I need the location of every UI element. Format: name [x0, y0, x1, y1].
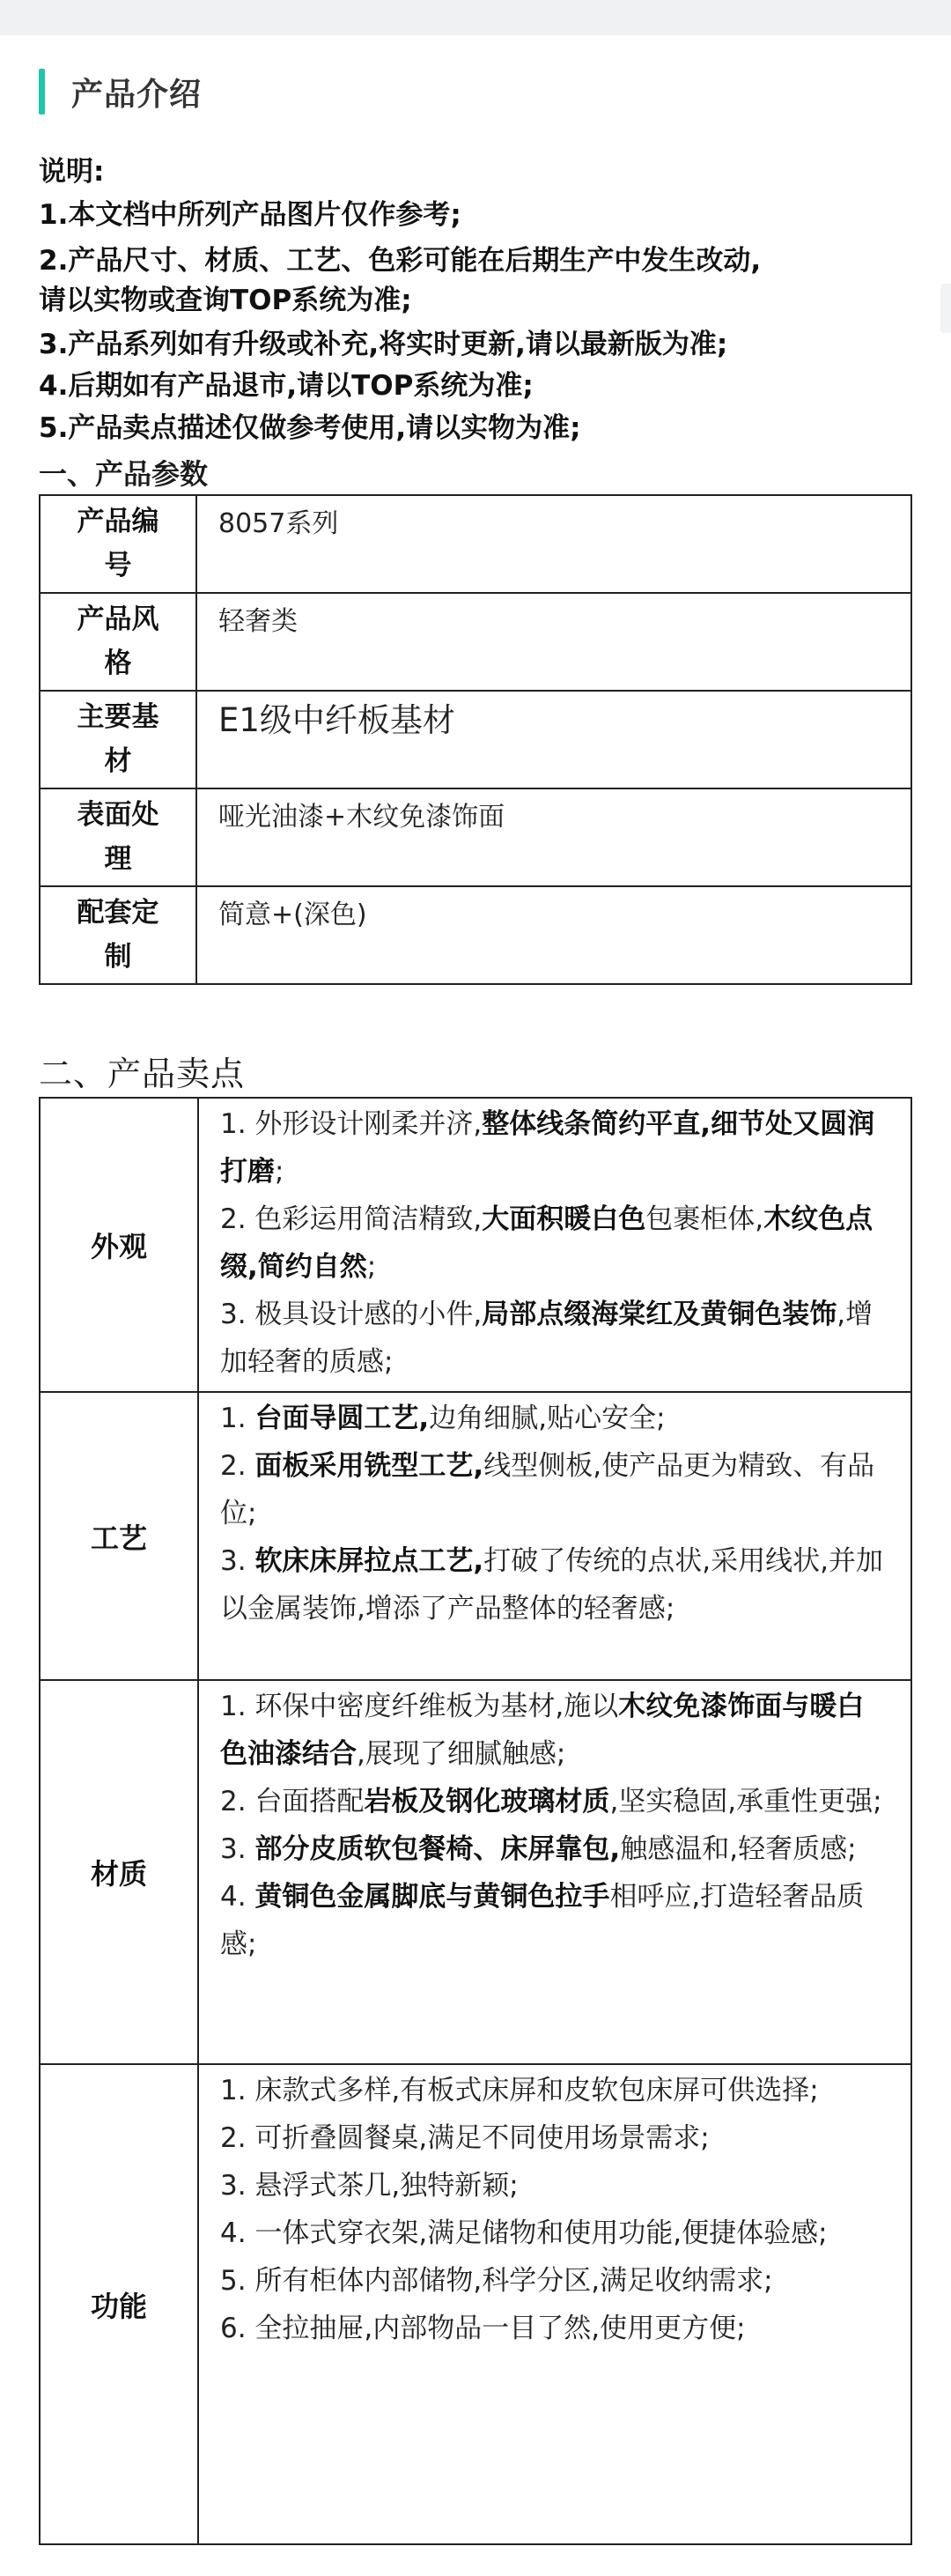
text-span: 打破了传统的点状,采用线状,并加以金属装饰,增添了产品整体的轻奢感; — [220, 1545, 883, 1625]
text-span: 2. 色彩运用简洁精致, — [220, 1203, 483, 1235]
list-item — [220, 1100, 891, 1195]
bold-span: 局部点缀海棠红及黄铜色装饰 — [482, 1299, 837, 1330]
text-span: 2. — [220, 1450, 255, 1482]
text-span: ; — [275, 1156, 284, 1188]
list-item — [220, 1537, 891, 1632]
param-label-line: 号 — [104, 550, 132, 581]
note-line: 1.本文档中所列产品图片仅作参考; — [39, 199, 461, 231]
note-line: 2.产品尺寸、材质、工艺、色彩可能在后期生产中发生改动, — [39, 245, 762, 277]
list-item — [220, 1825, 891, 1873]
text-span: 2. 台面搭配 — [220, 1786, 365, 1817]
row-label: 工艺 — [40, 1392, 198, 1680]
param-label-line: 主要基 — [77, 701, 159, 733]
bold-span: 软床床屏拉点工艺, — [254, 1545, 484, 1577]
list-item — [220, 1778, 891, 1825]
text-span: 1. 外形设计刚柔并济, — [220, 1108, 483, 1140]
text-span: ; — [366, 1251, 377, 1283]
param-value: 哑光油漆+木纹免漆饰面 — [196, 788, 911, 886]
text-span: 1. — [220, 1403, 255, 1434]
table-row — [40, 1098, 911, 1392]
table-row — [40, 691, 911, 788]
table-row — [40, 593, 911, 691]
param-label-line: 制 — [104, 941, 132, 973]
text-span: 3. 极具设计感的小件, — [220, 1299, 483, 1330]
param-label-line: 格 — [104, 648, 132, 679]
param-value: E1级中纤板基材 — [196, 691, 911, 788]
note-line: 5.产品卖点描述仅做参考使用,请以实物为准; — [39, 412, 581, 444]
list-item — [220, 1683, 891, 1778]
list-item — [220, 1873, 891, 1968]
list-item: 2. 可折叠圆餐桌,满足不同使用场景需求; — [220, 2122, 710, 2154]
row-content — [198, 2064, 911, 2544]
list-item — [220, 1395, 891, 1442]
top-bar — [0, 0, 951, 35]
row-content — [198, 1392, 911, 1680]
param-value: 轻奢类 — [196, 593, 911, 691]
param-value: 8057系列 — [196, 495, 911, 593]
notes-label: 说明: — [39, 156, 105, 188]
note-line: 3.产品系列如有升级或补充,将实时更新,请以最新版为准; — [39, 329, 728, 360]
param-label — [40, 593, 196, 691]
bold-span: 黄铜色金属脚底与黄铜色拉手 — [254, 1881, 610, 1913]
text-span: 1. 环保中密度纤维板为基材,施以 — [220, 1691, 619, 1722]
text-span: ,展现了细腻触感; — [357, 1738, 566, 1770]
row-label: 外观 — [40, 1098, 198, 1392]
param-label — [40, 495, 196, 593]
table-row — [40, 495, 911, 593]
selling-points-table — [39, 1097, 912, 2545]
param-value: 简意+(深色) — [196, 886, 911, 984]
text-span: 包裹柜体, — [645, 1203, 764, 1235]
list-item: 3. 悬浮式茶几,独特新颖; — [220, 2170, 519, 2202]
accent-bar — [39, 69, 45, 115]
section-header — [39, 69, 202, 115]
text-span: 线型侧板,使产品更为精致、有品位; — [220, 1450, 875, 1529]
list-item — [220, 1442, 891, 1537]
param-label-line: 产品编 — [77, 506, 159, 537]
bold-span: 台面导圆工艺, — [254, 1403, 430, 1434]
bold-span: 木纹色点缀,简约自然 — [220, 1203, 874, 1283]
list-item — [220, 1195, 891, 1291]
text-span: ,增加轻奢的质感; — [220, 1299, 874, 1378]
note-line: 4.后期如有产品退市,请以TOP系统为准; — [39, 370, 534, 402]
list-item: 4. 一体式穿衣架,满足储物和使用功能,便捷体验感; — [220, 2217, 828, 2249]
param-label — [40, 886, 196, 984]
table-row — [40, 788, 911, 886]
row-label: 材质 — [40, 1680, 198, 2064]
bold-span: 木纹免漆饰面与暖白色油漆结合 — [220, 1691, 865, 1770]
text-span: 相呼应,打造轻奢品质感; — [220, 1881, 865, 1960]
table-row — [40, 1680, 911, 2064]
param-label — [40, 788, 196, 886]
bold-span: 整体线条简约平直,细节处又圆润打磨 — [220, 1108, 875, 1188]
bold-span: 岩板及钢化玻璃材质 — [364, 1786, 610, 1817]
page-title: 产品介绍 — [71, 76, 203, 113]
text-span: 边角细腻,贴心安全; — [429, 1403, 666, 1434]
selling-heading: 二、产品卖点 — [39, 1055, 246, 1093]
param-label-line: 产品风 — [77, 603, 159, 635]
text-span: 触感温和,轻奢质感; — [620, 1833, 857, 1865]
params-table — [39, 494, 912, 985]
bold-span: 部分皮质软包餐椅、床屏靠包, — [254, 1833, 621, 1865]
table-row — [40, 886, 911, 984]
list-item: 5. 所有柜体内部储物,科学分区,满足收纳需求; — [220, 2265, 773, 2297]
param-label-line: 配套定 — [77, 897, 159, 929]
row-content — [198, 1680, 911, 2064]
bold-span: 大面积暖白色 — [482, 1203, 646, 1235]
table-row — [40, 1392, 911, 1680]
params-heading: 一、产品参数 — [39, 457, 209, 491]
list-item: 6. 全拉抽屉,内部物品一目了然,使用更方便; — [220, 2313, 746, 2344]
bold-span: 面板采用铣型工艺, — [254, 1450, 484, 1482]
table-row — [40, 2064, 911, 2544]
text-span: 3. — [220, 1545, 255, 1577]
scroll-indicator[interactable] — [940, 284, 951, 333]
row-content — [198, 1098, 911, 1392]
list-item: 1. 床款式多样,有板式床屏和皮软包床屏可供选择; — [220, 2075, 819, 2106]
text-span: 4. — [220, 1881, 255, 1913]
param-label-line: 表面处 — [77, 799, 159, 831]
row-label: 功能 — [40, 2064, 198, 2544]
text-span: ,坚实稳固,承重性更强; — [609, 1786, 882, 1817]
list-item — [220, 1291, 891, 1386]
param-label — [40, 691, 196, 788]
note-line: 请以实物或查询TOP系统为准; — [39, 285, 412, 316]
param-label-line: 材 — [104, 745, 132, 777]
text-span: 3. — [220, 1833, 255, 1865]
param-label-line: 理 — [104, 843, 132, 875]
